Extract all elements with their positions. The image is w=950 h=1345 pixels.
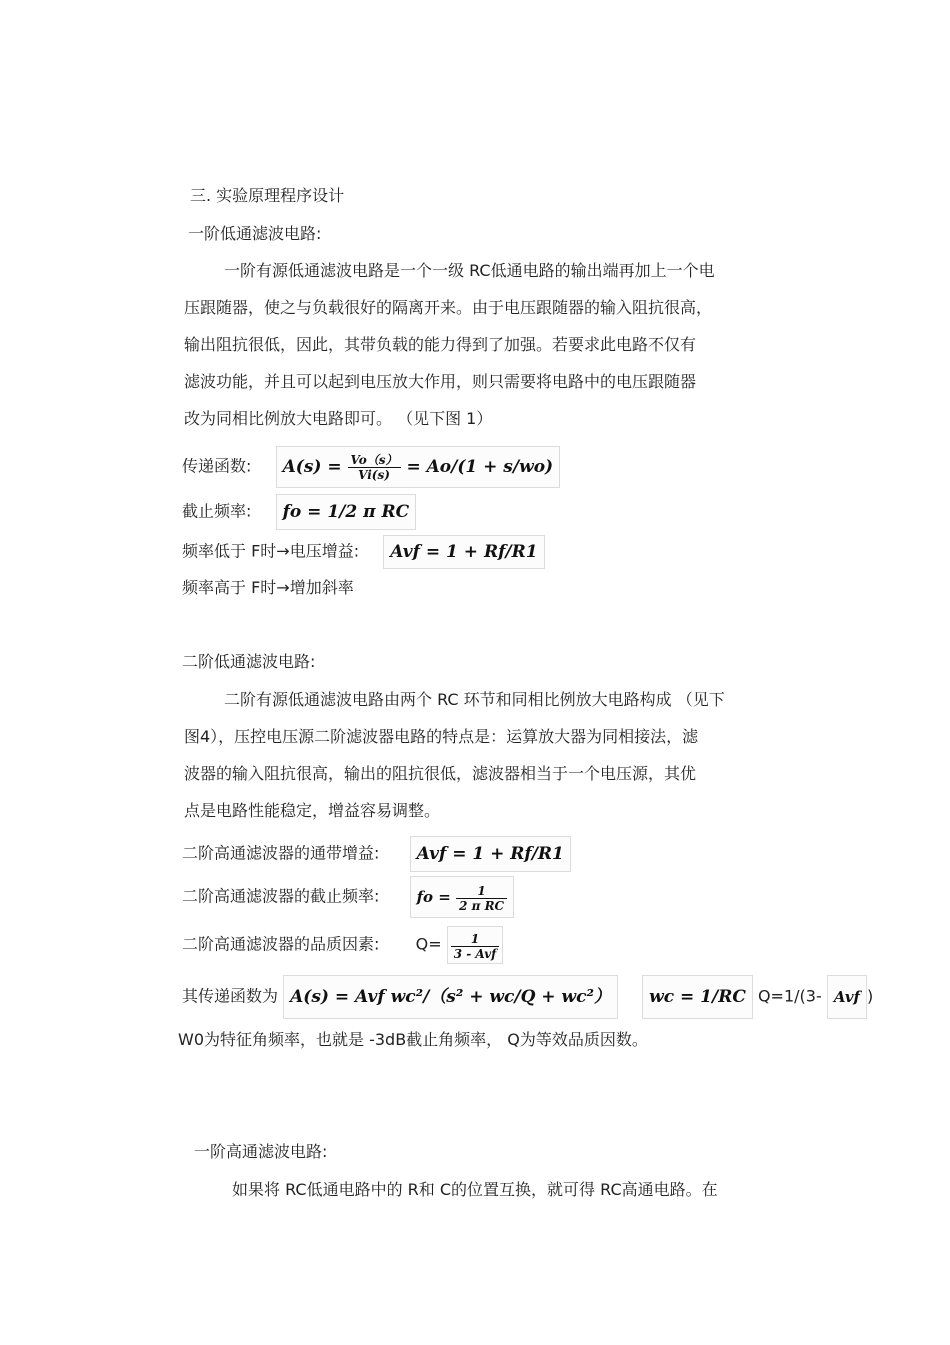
- gain-row: [182, 535, 545, 569]
- highpass1-title: 一阶高通滤波电路:: [194, 1142, 328, 1161]
- lowpass1-para-line: 压跟随器，使之与负载很好的隔离开来。由于电压跟随器的输入阻抗很高，: [184, 298, 713, 317]
- q-prefix: Q=: [415, 934, 442, 954]
- transfer-function-label: 传递函数:: [182, 456, 252, 476]
- lowpass2-para-line: 波器的输入阻抗很高，输出的阻抗很低，滤波器相当于一个电压源，其优: [184, 764, 697, 783]
- q-factor-row: [182, 926, 503, 964]
- cutoff-label: 截止频率:: [182, 501, 252, 521]
- lowpass2-para-line: 二阶有源低通滤波电路由两个 RC 环节和同相比例放大电路构成 （见下: [224, 690, 725, 709]
- cutoff-formula: fo = 1/2 π RC: [276, 494, 417, 530]
- transfer-function-formula: A(s) = $\frac{Vo(s)}{Vi(s)}$ = Ao/(1 + s/wo): [276, 446, 561, 488]
- cutoff2-formula: fo = $\frac{1}{\text{2 π RC}}$: [410, 876, 515, 918]
- cutoff-row: [182, 494, 416, 530]
- transfer2-formula: A(s) = Avf wc²/（s² + wc/Q + wc²）: [283, 975, 618, 1019]
- section-heading: 三. 实验原理程序设计: [190, 186, 345, 205]
- transfer2-row: [182, 975, 873, 1019]
- passband-formula: Avf = 1 + Rf/R1: [410, 836, 571, 872]
- lowpass2-title: 二阶低通滤波电路:: [182, 652, 316, 671]
- q-text-formula: Avf: [827, 975, 867, 1019]
- lowpass1-title: 一阶低通滤波电路:: [188, 224, 322, 243]
- cutoff2-row: [182, 876, 514, 918]
- wc-formula: wc = 1/RC: [642, 975, 753, 1019]
- lowpass1-para-line: 滤波功能，并且可以起到电压放大作用，则只需要将电路中的电压跟随器: [184, 372, 697, 391]
- q-factor-formula: $\frac{1}{\text{3 - Avf}}$: [447, 926, 504, 964]
- transfer-function-row: [182, 446, 560, 488]
- q-text: Q=1/(3-: [757, 986, 822, 1006]
- lowpass2-para-line: 点是电路性能稳定，增益容易调整。: [184, 801, 441, 820]
- lowpass1-para-line: 改为同相比例放大电路即可。 （见下图 1）: [184, 409, 493, 428]
- highpass1-para-line: 如果将 RC低通电路中的 R和 C的位置互换，就可得 RC高通电路。在: [232, 1180, 718, 1199]
- lowpass1-para-line: 一阶有源低通滤波电路是一个一级 RC低通电路的输出端再加上一个电: [224, 261, 715, 280]
- lowpass2-para-line: 图4），压控电压源二阶滤波器电路的特点是：运算放大器为同相接法，滤: [184, 727, 699, 746]
- passband-row: [182, 836, 571, 872]
- cutoff2-label: 二阶高通滤波器的截止频率:: [182, 886, 380, 906]
- q-text-close: ): [867, 986, 874, 1006]
- slope-text: 频率高于 F时→增加斜率: [182, 578, 354, 597]
- lowpass1-para-line: 输出阻抗很低，因此，其带负载的能力得到了加强。若要求此电路不仅有: [184, 335, 697, 354]
- q-factor-label: 二阶高通滤波器的品质因素:: [182, 934, 380, 954]
- w0-description: W0为特征角频率，也就是 -3dB截止角频率， Q为等效品质因数。: [178, 1030, 648, 1049]
- passband-label: 二阶高通滤波器的通带增益:: [182, 843, 380, 863]
- gain-formula: Avf = 1 + Rf/R1: [383, 535, 544, 569]
- transfer2-label: 其传递函数为: [182, 986, 279, 1006]
- gain-label: 频率低于 F时→电压增益:: [182, 541, 360, 561]
